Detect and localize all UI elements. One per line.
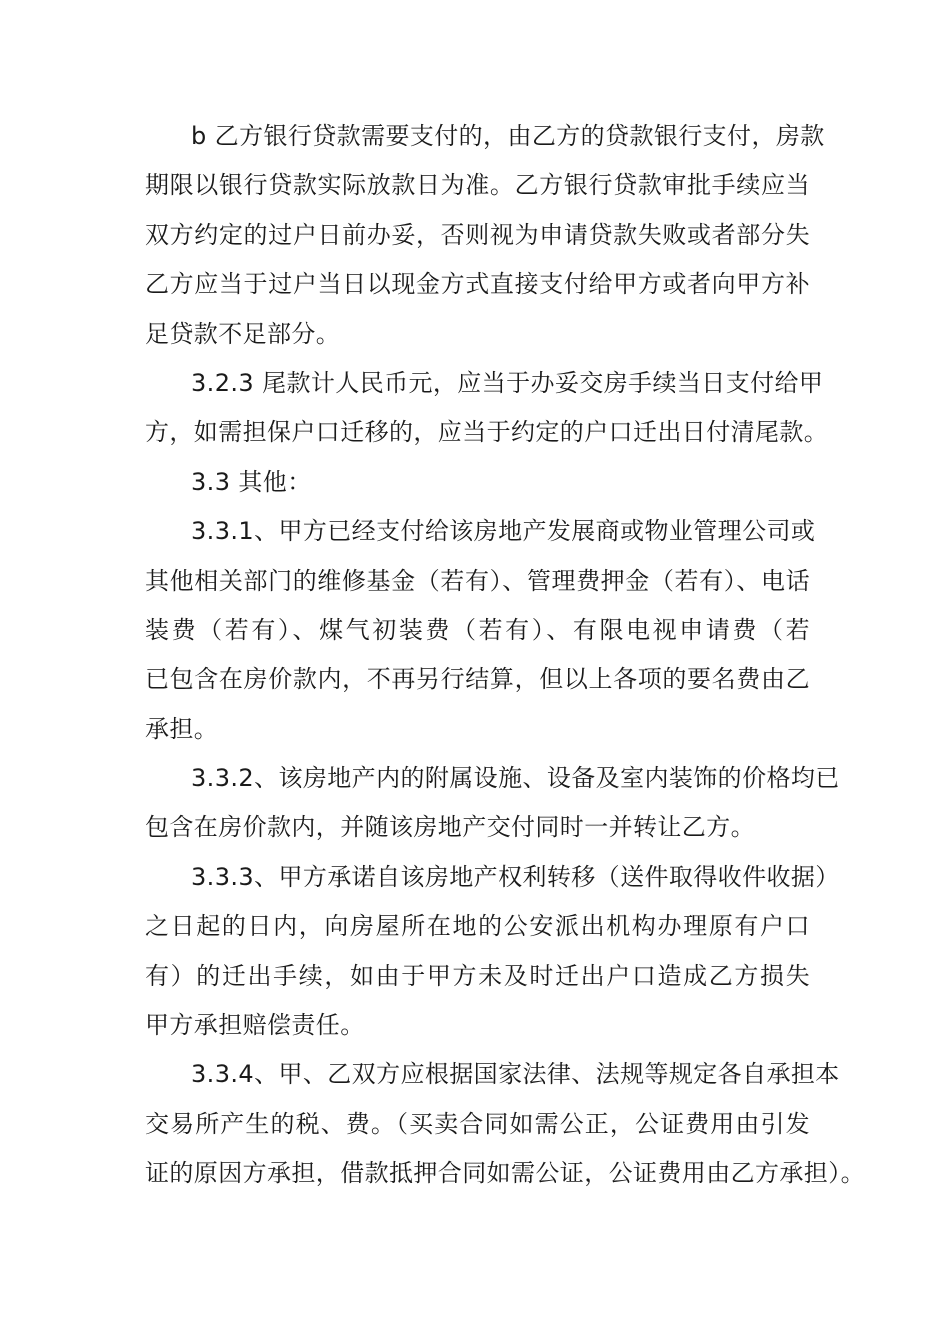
text-line-15: 包含在房价款内，并随该房地产交付同时一并转让乙方。: [145, 813, 755, 842]
text-line-21: 交易所产生的税、费。（买卖合同如需公正，公证费用由引发: [145, 1109, 810, 1138]
text-line-22: 证的原因方承担，借款抵押合同如需公证，公证费用由乙方承担）。: [145, 1159, 865, 1188]
text-line-11: 装费（若有）、煤气初装费（若有）、有限电视申请费（若: [145, 615, 810, 644]
text-line-16: 3.3.3、甲方承诺自该房地产权利转移（送件取得收件收据）: [191, 862, 840, 891]
text-line-9: 3.3.1、甲方已经支付给该房地产发展商或物业管理公司或: [191, 517, 816, 546]
text-line-14: 3.3.2、该房地产内的附属设施、设备及室内装饰的价格均已: [191, 764, 840, 793]
text-line-17: 之日起的日内，向房屋所在地的公安派出机构办理原有户口: [145, 912, 810, 941]
text-line-12: 已包含在房价款内，不再另行结算，但以上各项的要名费由乙: [145, 665, 810, 694]
text-line-13: 承担。: [145, 714, 219, 743]
text-line-2: 期限以银行贷款实际放款日为准。乙方银行贷款审批手续应当: [145, 171, 810, 200]
text-line-8: 3.3 其他：: [191, 467, 312, 496]
text-line-10: 其他相关部门的维修基金（若有）、管理费押金（若有）、电话: [145, 566, 810, 595]
document-body: [145, 112, 865, 1199]
text-line-19: 甲方承担赔偿责任。: [145, 1011, 365, 1040]
text-line-7: 方，如需担保户口迁移的，应当于约定的户口迁出日付清尾款。: [145, 418, 829, 447]
text-line-20: 3.3.4、甲、乙双方应根据国家法律、法规等规定各自承担本: [191, 1060, 840, 1089]
text-line-5: 足贷款不足部分。: [145, 319, 341, 348]
text-line-3: 双方约定的过户日前办妥，否则视为申请贷款失败或者部分失: [145, 220, 810, 249]
text-line-1: b 乙方银行贷款需要支付的，由乙方的贷款银行支付，房款: [191, 122, 825, 150]
text-line-18: 有）的迁出手续，如由于甲方未及时迁出户口造成乙方损失: [145, 961, 810, 990]
text-line-6: 3.2.3 尾款计人民币元，应当于办妥交房手续当日支付给甲: [191, 368, 824, 397]
text-line-4: 乙方应当于过户当日以现金方式直接支付给甲方或者向甲方补: [145, 270, 810, 299]
